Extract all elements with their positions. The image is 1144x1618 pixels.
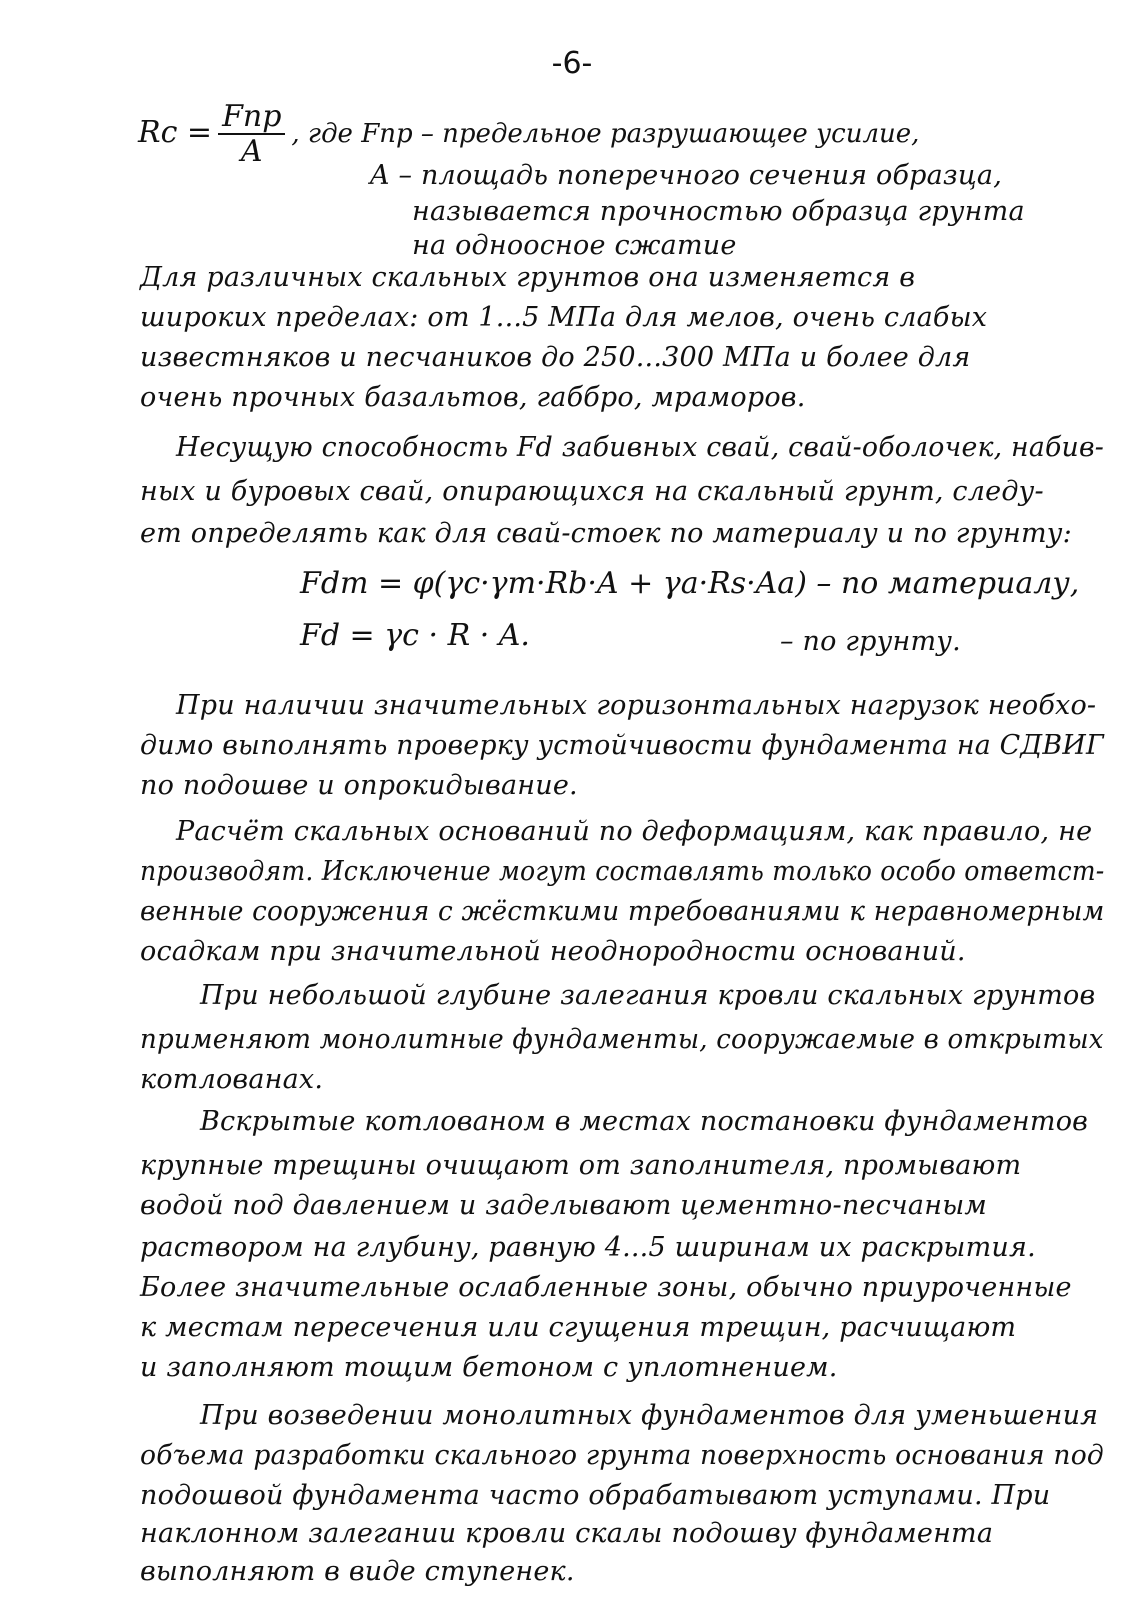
formula-soil-note: – по грунту. xyxy=(780,626,961,657)
text-line: При наличии значительных горизонтальных нагрузок необхо- xyxy=(176,690,1097,721)
text-line: осадкам при значительной неоднородности оснований. xyxy=(140,936,966,967)
text-line: известняков и песчаников до 250...300 МПа и более для xyxy=(140,342,971,373)
formula-lhs: Rc = xyxy=(138,115,213,150)
text-line: водой под давлением и заделывают цементно-песчаным xyxy=(140,1190,987,1221)
text-line: Более значительные ослабленные зоны, обычно приуроченные xyxy=(140,1272,1072,1303)
formula-material: Fdm = φ(γc·γm·Rb·A + γa·Rs·Aa) – по материалу, xyxy=(300,566,1080,601)
text-line: и заполняют тощим бетоном с уплотнением. xyxy=(140,1352,838,1383)
text-line: производят. Исключение могут составлять только особо ответст- xyxy=(140,856,1105,887)
definition-line: A – площадь поперечного сечения образца, xyxy=(370,160,1002,191)
fraction-denominator: A xyxy=(240,134,263,169)
text-line: выполняют в виде ступенек. xyxy=(140,1556,575,1587)
text-line: венные сооружения с жёсткими требованиями к неравномерным xyxy=(140,896,1105,927)
text-line: ет определять как для свай-стоек по материалу и по грунту: xyxy=(140,518,1072,549)
text-line: ных и буровых свай, опирающихся на скальный грунт, следу- xyxy=(140,476,1044,507)
fraction xyxy=(218,100,285,168)
text-line: подошвой фундамента часто обрабатывают уступами. При xyxy=(140,1480,1051,1511)
fraction-numerator: Fпр xyxy=(218,100,285,135)
text-line: объема разработки скального грунта поверхность основания под xyxy=(140,1440,1104,1471)
text-line: Несущую способность Fd забивных свай, свай-оболочек, набив- xyxy=(176,432,1105,463)
text-line: наклонном залегании кровли скалы подошву фундамента xyxy=(140,1518,994,1549)
definition-formula xyxy=(138,100,919,168)
formula-soil: Fd = γc · R · A. xyxy=(300,618,530,653)
definition-line: на одноосное сжатие xyxy=(412,230,737,261)
text-line: При небольшой глубине залегания кровли скальных грунтов xyxy=(200,980,1096,1011)
text-line: котлованах. xyxy=(140,1064,324,1095)
text-line: При возведении монолитных фундаментов для уменьшения xyxy=(200,1400,1099,1431)
text-line: Вскрытые котлованом в местах постановки фундаментов xyxy=(200,1106,1089,1137)
text-line: к местам пересечения или сгущения трещин, расчищают xyxy=(140,1312,1017,1343)
text-line: Расчёт скальных оснований по деформациям, как правило, не xyxy=(176,816,1093,847)
formula-definition-text: , где Fпр – предельное разрушающее усилие, xyxy=(291,119,920,149)
text-line: очень прочных базальтов, габбро, мраморов. xyxy=(140,382,806,413)
text-line: Для различных скальных грунтов она изменяется в xyxy=(140,262,916,293)
text-line: широких пределах: от 1...5 МПа для мелов, очень слабых xyxy=(140,302,988,333)
text-line: димо выполнять проверку устойчивости фундамента на СДВИГ xyxy=(140,730,1104,761)
text-line: раствором на глубину, равную 4...5 ширинам их раскрытия. xyxy=(140,1232,1036,1263)
text-line: применяют монолитные фундаменты, сооружаемые в открытых xyxy=(140,1024,1104,1055)
text-line: крупные трещины очищают от заполнителя, промывают xyxy=(140,1150,1022,1181)
text-line: по подошве и опрокидывание. xyxy=(140,770,578,801)
page-number: -6- xyxy=(551,46,593,81)
definition-line: называется прочностью образца грунта xyxy=(412,196,1025,227)
